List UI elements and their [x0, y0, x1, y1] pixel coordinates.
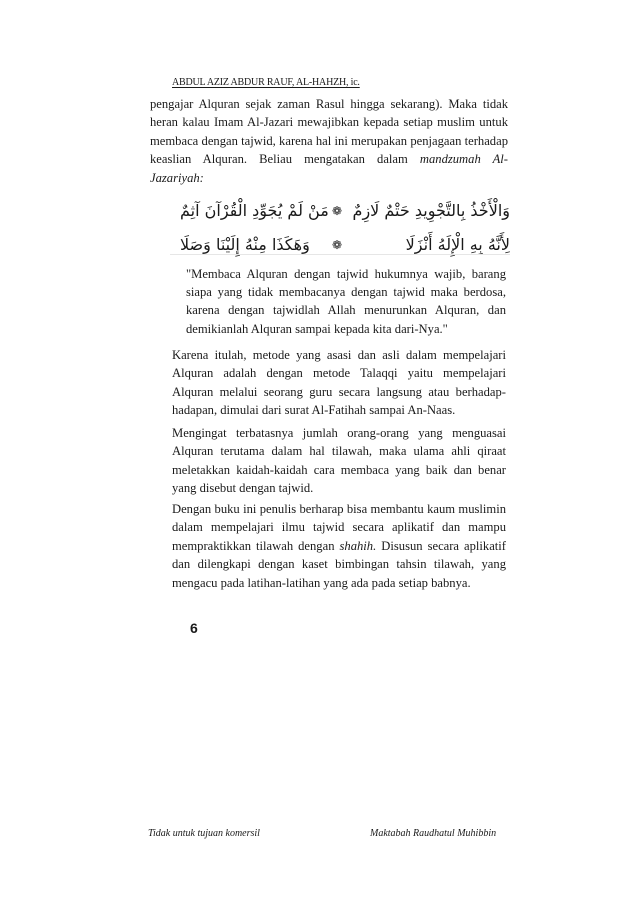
- quote-text: "Membaca Alquran dengan tajwid hukumnya wajib, barang siapa yang tidak membacanya dengan tajwid maka berdosa, karena dengan tajwidlah Allah menurunkan Alquran, dan demikianlah Alquran sampai kepada kita dari-Nya.": [186, 267, 506, 336]
- talaqqi-paragraph: Karena itulah, metode yang asasi dan asli dalam mempelajari Alquran adalah dengan metode Talaqqi yaitu mempelajari Alquran melalui seorang guru secara langsung atau berhadap-hadapan, dimulai dari surat Al-Fatihah sampai An-Naas.: [172, 348, 506, 418]
- intro-text: pengajar Alquran sejak zaman Rasul hingga sekarang). Maka tidak heran kalau Imam Al-Jazari mewajibkan kepada setiap muslim untuk membaca dengan tajwid, karena hal ini merupakan penjagaan terhadap keaslian Alquran. Beliau mengatakan dalam: [150, 97, 508, 167]
- verse-1-first-hemistich: وَالْأَخْذُ بِالتَّجْوِيدِ حَتْمٌ لَازِمٌ: [352, 201, 510, 220]
- translation-quote: [170, 254, 510, 337]
- purpose-text-start: Dengan buku ini penulis berharap bisa membantu kaum muslimin dalam mempelajari ilmu tajwid secara aplikatif dan mampu mempraktikkan tilawah dengan: [172, 502, 506, 553]
- tajwid-paragraph: Mengingat terbatasnya jumlah orang-orang yang menguasai Alquran terutama dalam hal tilawah, maka ulama ahli qiraat meletakkan kaidah-kaidah cara membaca yang baik dan benar yang disebut dengan tajwid.: [172, 426, 506, 496]
- verse-separator-icon: ❁: [332, 204, 343, 218]
- footer-publisher: Maktabah Raudhatul Muhibbin: [370, 828, 497, 839]
- intro-italic: mandzumah Al-Jazariyah:: [150, 152, 508, 185]
- intro-paragraph: [150, 95, 508, 187]
- verse-separator-icon: ❁: [332, 238, 343, 252]
- verse-1-second-hemistich: مَنْ لَمْ يُجَوِّدِ الْقُرْآنَ آثِمٌ: [180, 201, 329, 220]
- verse-2-first-hemistich: لِأَنَّهُ بِهِ الْإِلَهُ أَنْزَلَا: [405, 235, 510, 254]
- purpose-text-end: Disusun secara aplikatif dan dilengkapi dengan kaset bimbingan tahsin tilawah, yang mengacu pada latihan-latihan yang ada pada setiap babnya.: [172, 538, 506, 590]
- verse-2-second-hemistich: وَهَكَذَا مِنْهُ إِلَيْنَا وَصَلَا: [180, 235, 310, 254]
- purpose-italic: shahih.: [339, 538, 377, 553]
- verse-line-1: [160, 196, 510, 230]
- running-header: ABDUL AZIZ ABDUR RAUF, AL-HAHZH, ic.: [172, 77, 360, 88]
- page-number: 6: [190, 620, 198, 636]
- footer-left-note: Tidak untuk tujuan komersil: [148, 828, 260, 839]
- purpose-paragraph: [172, 500, 506, 592]
